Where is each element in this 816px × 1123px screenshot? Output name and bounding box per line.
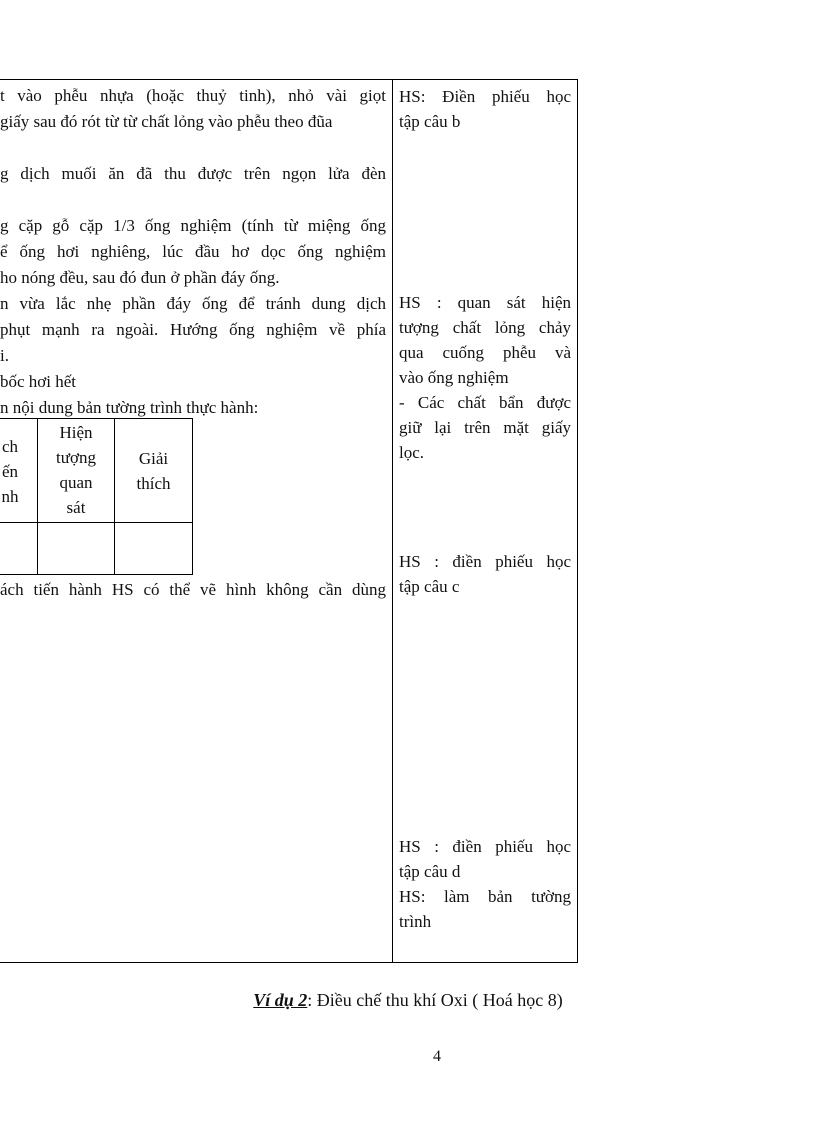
mini-table-header-col1: ch ến nh — [1, 437, 19, 506]
example-caption — [0, 990, 816, 1011]
page-number: 4 — [433, 1048, 441, 1065]
report-mini-table — [0, 418, 193, 575]
right-note-block: HS : quan sát hiện tượng chất lỏng chảy qua cuống phễu và vào ống nghiệm - Các chất bẩn được giữ lại trên mặt giấy lọc. — [399, 293, 571, 462]
table-top-border — [0, 79, 578, 80]
left-text-line: giấy sau đó rót từ từ chất lỏng vào phễu theo đũa — [0, 112, 333, 131]
table-bottom-border — [0, 962, 578, 963]
example-title: : Điều chế thu khí Oxi ( Hoá học 8) — [307, 990, 563, 1010]
left-text-line: g dịch muối ăn đã thu được trên ngọn lửa đèn — [0, 164, 386, 183]
left-text-line: ể ống hơi nghiêng, lúc đầu hơ dọc ống nghiệm — [0, 242, 386, 261]
left-text-line: n nội dung bản tường trình thực hành: — [0, 398, 259, 417]
mini-table-header-col3: Giải thích — [136, 449, 171, 493]
example-label: Ví dụ 2 — [253, 990, 308, 1010]
right-note-block: HS : điền phiếu học tập câu d HS: làm bản tường trình — [399, 837, 571, 931]
mini-table-header-col2: Hiện tượng quan sát — [56, 423, 96, 517]
left-text-line: n vừa lắc nhẹ phần đáy ống để tránh dung dịch — [0, 294, 386, 313]
left-text-line: ách tiến hành HS có thể vẽ hình không cần dùng — [0, 580, 386, 599]
table-right-border — [577, 79, 578, 963]
left-text-line: i. — [0, 346, 9, 365]
right-note-block: HS : điền phiếu học tập câu c — [399, 552, 571, 596]
left-text-line: phụt mạnh ra ngoài. Hướng ống nghiệm về phía — [0, 320, 386, 339]
table-column-divider — [392, 79, 393, 963]
left-text-line: ho nóng đều, sau đó đun ở phần đáy ống. — [0, 268, 280, 287]
right-note-block: HS: Điền phiếu học tập câu b — [399, 87, 571, 131]
left-text-line: g cặp gỗ cặp 1/3 ống nghiệm (tính từ miệng ống — [0, 216, 386, 235]
left-text-line: bốc hơi hết — [0, 372, 77, 391]
left-text-line: t vào phễu nhựa (hoặc thuỷ tinh), nhỏ vài giọt — [0, 86, 386, 105]
